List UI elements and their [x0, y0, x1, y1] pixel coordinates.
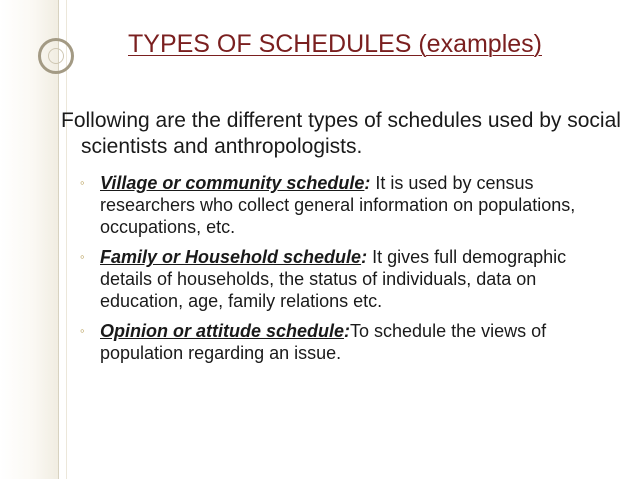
bullet-term: Family or Household schedule	[100, 247, 362, 267]
bullet-text: To schedule the views of population regarding an issue.	[100, 321, 547, 363]
bullet-marker-icon: ◦	[80, 323, 85, 338]
bullet-text: It gives full demographic details of households, the status of individuals, data on education, age, family relations etc.	[100, 247, 567, 311]
intro-paragraph: Following are the different types of schedules used by social scientists and anthropologists.	[61, 109, 621, 158]
bullet-text: It is used by census researchers who collect general information on populations, occupations, etc.	[100, 173, 576, 237]
decorative-divider-line-secondary	[66, 0, 67, 479]
bullet-colon: :	[364, 173, 371, 193]
bullet-colon: :	[361, 247, 368, 267]
bullet-item-village-schedule	[80, 172, 620, 238]
bullet-colon: :	[344, 321, 351, 341]
bullet-marker-icon: ◦	[80, 175, 85, 190]
bullet-list	[80, 172, 620, 372]
bullet-term: Village or community schedule	[100, 173, 365, 193]
bullet-item-opinion-schedule	[80, 320, 620, 364]
decorative-ring-icon	[38, 38, 74, 74]
slide-title: TYPES OF SCHEDULES (examples)	[128, 30, 542, 58]
bullet-item-household-schedule	[80, 246, 620, 312]
bullet-term: Opinion or attitude schedule	[100, 321, 345, 341]
bullet-marker-icon: ◦	[80, 249, 85, 264]
